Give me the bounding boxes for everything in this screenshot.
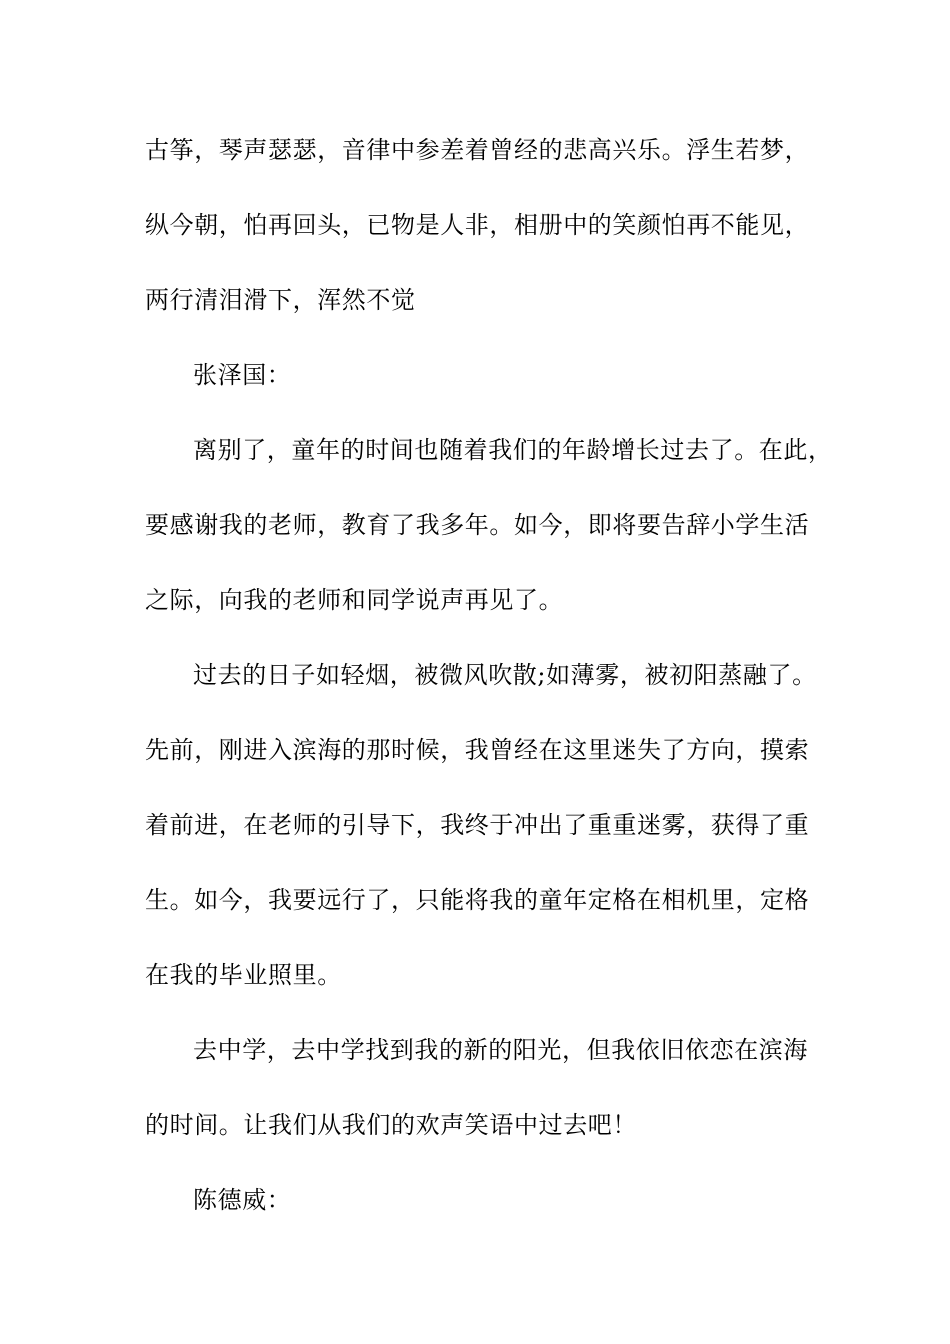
speaker-label: 张泽国：	[193, 361, 292, 389]
text-line: 先前，刚进入滨海的那时候，我曾经在这里迷失了方向，摸索	[145, 736, 810, 764]
text-line: 古筝，琴声瑟瑟，音律中参差着曾经的悲高兴乐。浮生若梦，	[145, 136, 810, 164]
text-line: 在我的毕业照里。	[145, 961, 342, 989]
text-line: 要感谢我的老师，教育了我多年。如今，即将要告辞小学生活	[145, 511, 810, 539]
text-line: 纵今朝，怕再回头，已物是人非，相册中的笑颜怕再不能见，	[145, 211, 810, 239]
text-line: 的时间。让我们从我们的欢声笑语中过去吧！	[145, 1111, 637, 1139]
text-line: 着前进，在老师的引导下，我终于冲出了重重迷雾，获得了重	[145, 811, 810, 839]
text-line: 之际，向我的老师和同学说声再见了。	[145, 586, 564, 614]
paragraph-start: 过去的日子如轻烟，被微风吹散;如薄雾，被初阳蒸融了。	[193, 661, 817, 689]
speaker-label: 陈德威：	[193, 1186, 292, 1214]
text-line: 生。如今，我要远行了，只能将我的童年定格在相机里，定格	[145, 886, 810, 914]
text-line: 两行清泪滑下，浑然不觉	[145, 286, 416, 314]
paragraph-start: 去中学，去中学找到我的新的阳光，但我依旧依恋在滨海	[193, 1036, 808, 1064]
paragraph-start: 离别了，童年的时间也随着我们的年龄增长过去了。在此，	[193, 436, 833, 464]
